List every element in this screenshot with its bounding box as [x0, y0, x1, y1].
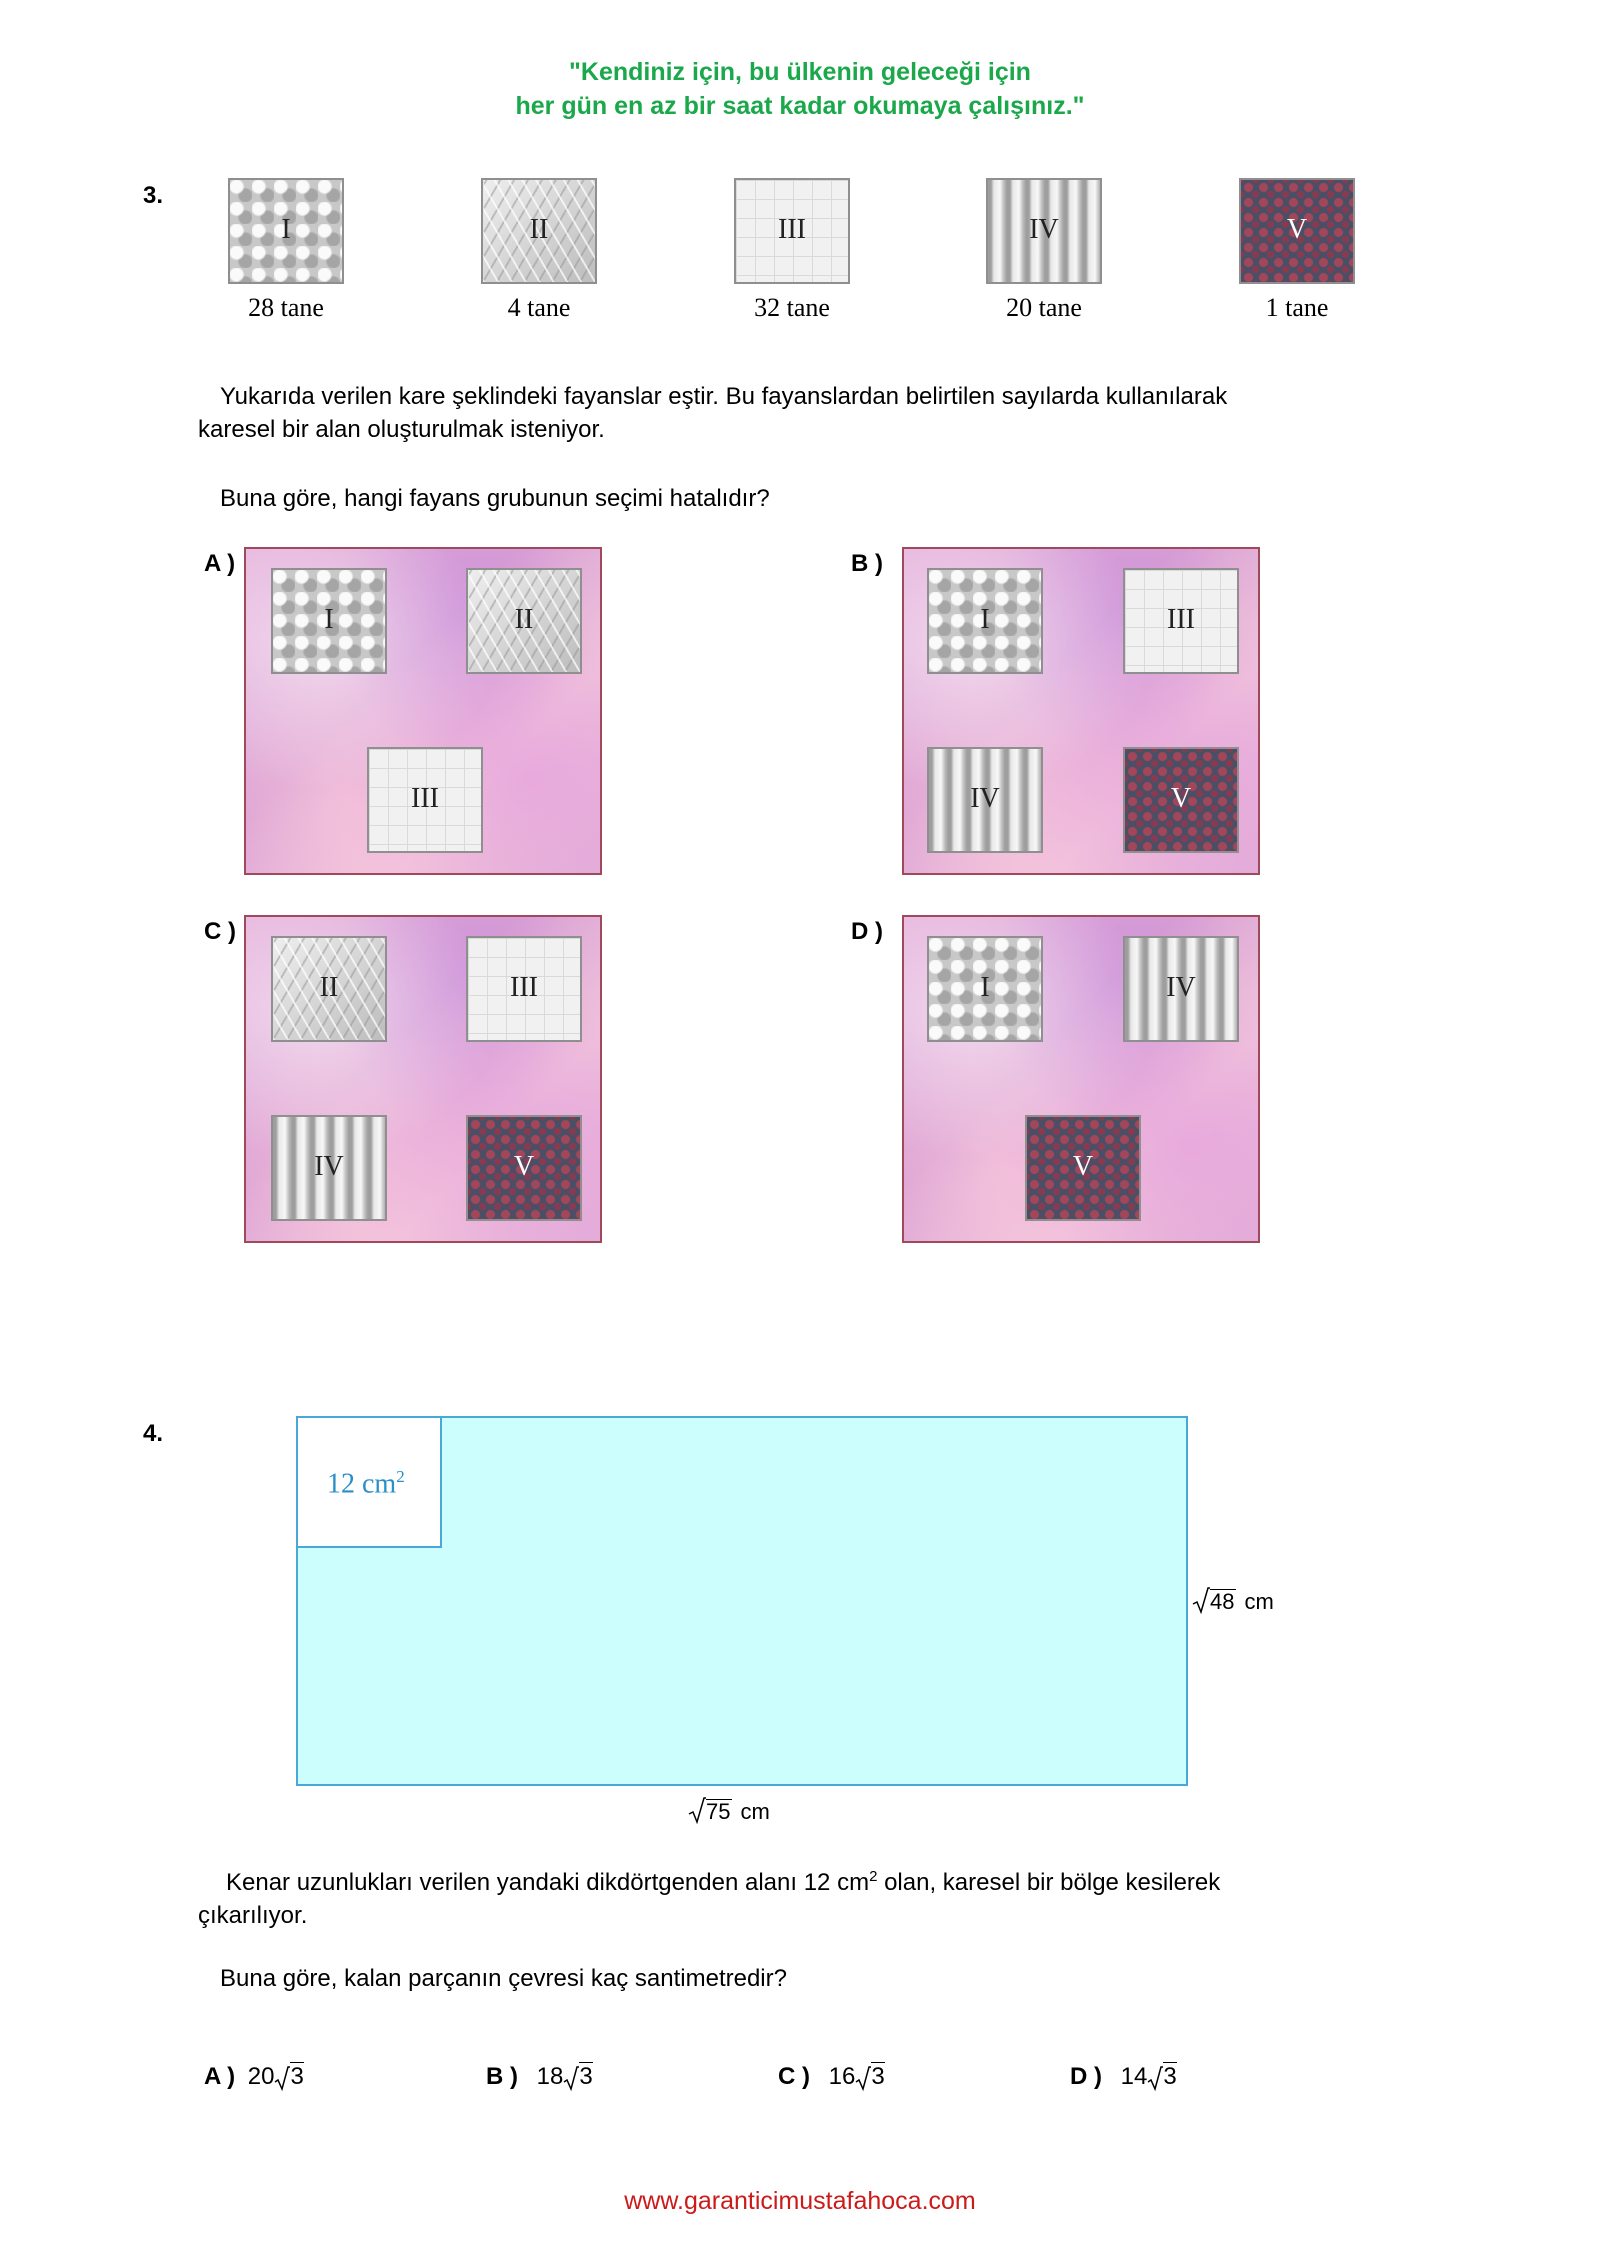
- side-right-radicand: 48: [1210, 1589, 1235, 1614]
- tile-label: IV: [1029, 214, 1059, 245]
- tile-label: II: [514, 604, 534, 635]
- answer-radicand: 3: [1163, 2063, 1177, 2090]
- tile-label: IV: [1166, 972, 1196, 1003]
- answer-coef: 14: [1120, 2063, 1148, 2090]
- tile-label: III: [411, 783, 439, 814]
- answer-radicand: 3: [290, 2063, 304, 2090]
- tile-label: III: [510, 972, 538, 1003]
- option-a-label[interactable]: A ): [204, 550, 236, 577]
- side-right-unit: cm: [1244, 1589, 1274, 1614]
- sqrt-icon: [855, 2065, 871, 2091]
- tile-label: V: [1286, 214, 1308, 245]
- tile-label: I: [980, 604, 990, 635]
- motto-line-2: her gün en az bir saat kadar okumaya çalışınız.": [515, 92, 1085, 120]
- question-4-text-part-a: Kenar uzunlukları verilen yandaki dikdörtgenden alanı 12 cm: [226, 1869, 870, 1896]
- answer-label: A ): [204, 2063, 236, 2090]
- answer-coef: 16: [828, 2063, 856, 2090]
- question-3-text-line-2: karesel bir alan oluşturulmak isteniyor.: [198, 416, 605, 443]
- option-c-label[interactable]: C ): [204, 918, 236, 945]
- square-area-value: 12 cm: [327, 1468, 397, 1500]
- question-3-number: 3.: [143, 182, 164, 209]
- tile-label: I: [980, 972, 990, 1003]
- answer-value: [829, 2062, 885, 2091]
- question-3-text-line-1: Yukarıda verilen kare şeklindeki fayanslar eştir. Bu fayanslardan belirtilen sayılarda kullanılarak: [220, 383, 1228, 410]
- answer-coef: 20: [247, 2063, 275, 2090]
- option-d-label[interactable]: D ): [851, 918, 883, 945]
- side-bottom-label: [688, 1796, 770, 1824]
- question-4-text: [198, 1860, 1418, 1932]
- tile-label: V: [1170, 783, 1192, 814]
- square-area-exp: 2: [396, 1467, 405, 1486]
- answer-a[interactable]: [204, 2062, 304, 2091]
- answer-radicand: 3: [579, 2063, 593, 2090]
- footer-url[interactable]: www.garanticimustafahoca.com: [624, 2187, 976, 2215]
- answer-radicand: 3: [871, 2063, 885, 2090]
- tile-label: I: [281, 214, 291, 245]
- tile-label: III: [778, 214, 806, 245]
- question-4-text-line-1: [198, 1860, 1418, 1899]
- answer-label: B ): [486, 2063, 518, 2090]
- question-3-prompt: Buna göre, hangi fayans grubunun seçimi hatalıdır?: [220, 485, 770, 512]
- tile-label: II: [319, 972, 339, 1003]
- option-b-label[interactable]: B ): [851, 550, 883, 577]
- tile-1-count: 28 tane: [248, 293, 324, 322]
- question-4-text-part-b: olan, karesel bir bölge kesilerek: [877, 1869, 1221, 1896]
- sqrt-icon: [563, 2065, 579, 2091]
- sqrt-icon: [274, 2065, 290, 2091]
- answer-b[interactable]: [486, 2062, 593, 2091]
- tile-label: I: [324, 604, 334, 635]
- tile-label: V: [513, 1151, 535, 1182]
- tile-5-count: 1 tane: [1265, 293, 1329, 322]
- answer-c[interactable]: [778, 2062, 885, 2091]
- answer-value: [248, 2062, 304, 2091]
- sqrt-icon: [1147, 2065, 1163, 2091]
- motto-line-1: "Kendiniz için, bu ülkenin geleceği için: [569, 58, 1031, 86]
- tile-4-count: 20 tane: [1006, 293, 1082, 322]
- sqrt-icon: [1192, 1586, 1210, 1614]
- answer-d[interactable]: [1070, 2062, 1177, 2091]
- question-4-text-exp: 2: [869, 1868, 878, 1885]
- question-4-prompt: Buna göre, kalan parçanın çevresi kaç santimetredir?: [220, 1965, 787, 1992]
- tile-3-count: 32 tane: [754, 293, 830, 322]
- side-bottom-radicand: 75: [706, 1799, 731, 1824]
- question-4-text-line-2: çıkarılıyor.: [198, 1902, 308, 1929]
- answer-value: [1121, 2062, 1177, 2091]
- tile-label: V: [1072, 1151, 1094, 1182]
- tile-label: III: [1167, 604, 1195, 635]
- tile-2-count: 4 tane: [507, 293, 571, 322]
- tile-label: IV: [314, 1151, 344, 1182]
- sqrt-icon: [688, 1796, 706, 1824]
- square-area-label: [327, 1467, 405, 1500]
- answer-label: C ): [778, 2063, 810, 2090]
- tile-label: IV: [970, 783, 1000, 814]
- question-4-number: 4.: [143, 1420, 164, 1447]
- side-bottom-unit: cm: [740, 1799, 770, 1824]
- answer-label: D ): [1070, 2063, 1102, 2090]
- answer-value: [537, 2062, 593, 2091]
- tile-label: II: [529, 214, 549, 245]
- side-right-label: [1192, 1586, 1274, 1614]
- answer-coef: 18: [536, 2063, 564, 2090]
